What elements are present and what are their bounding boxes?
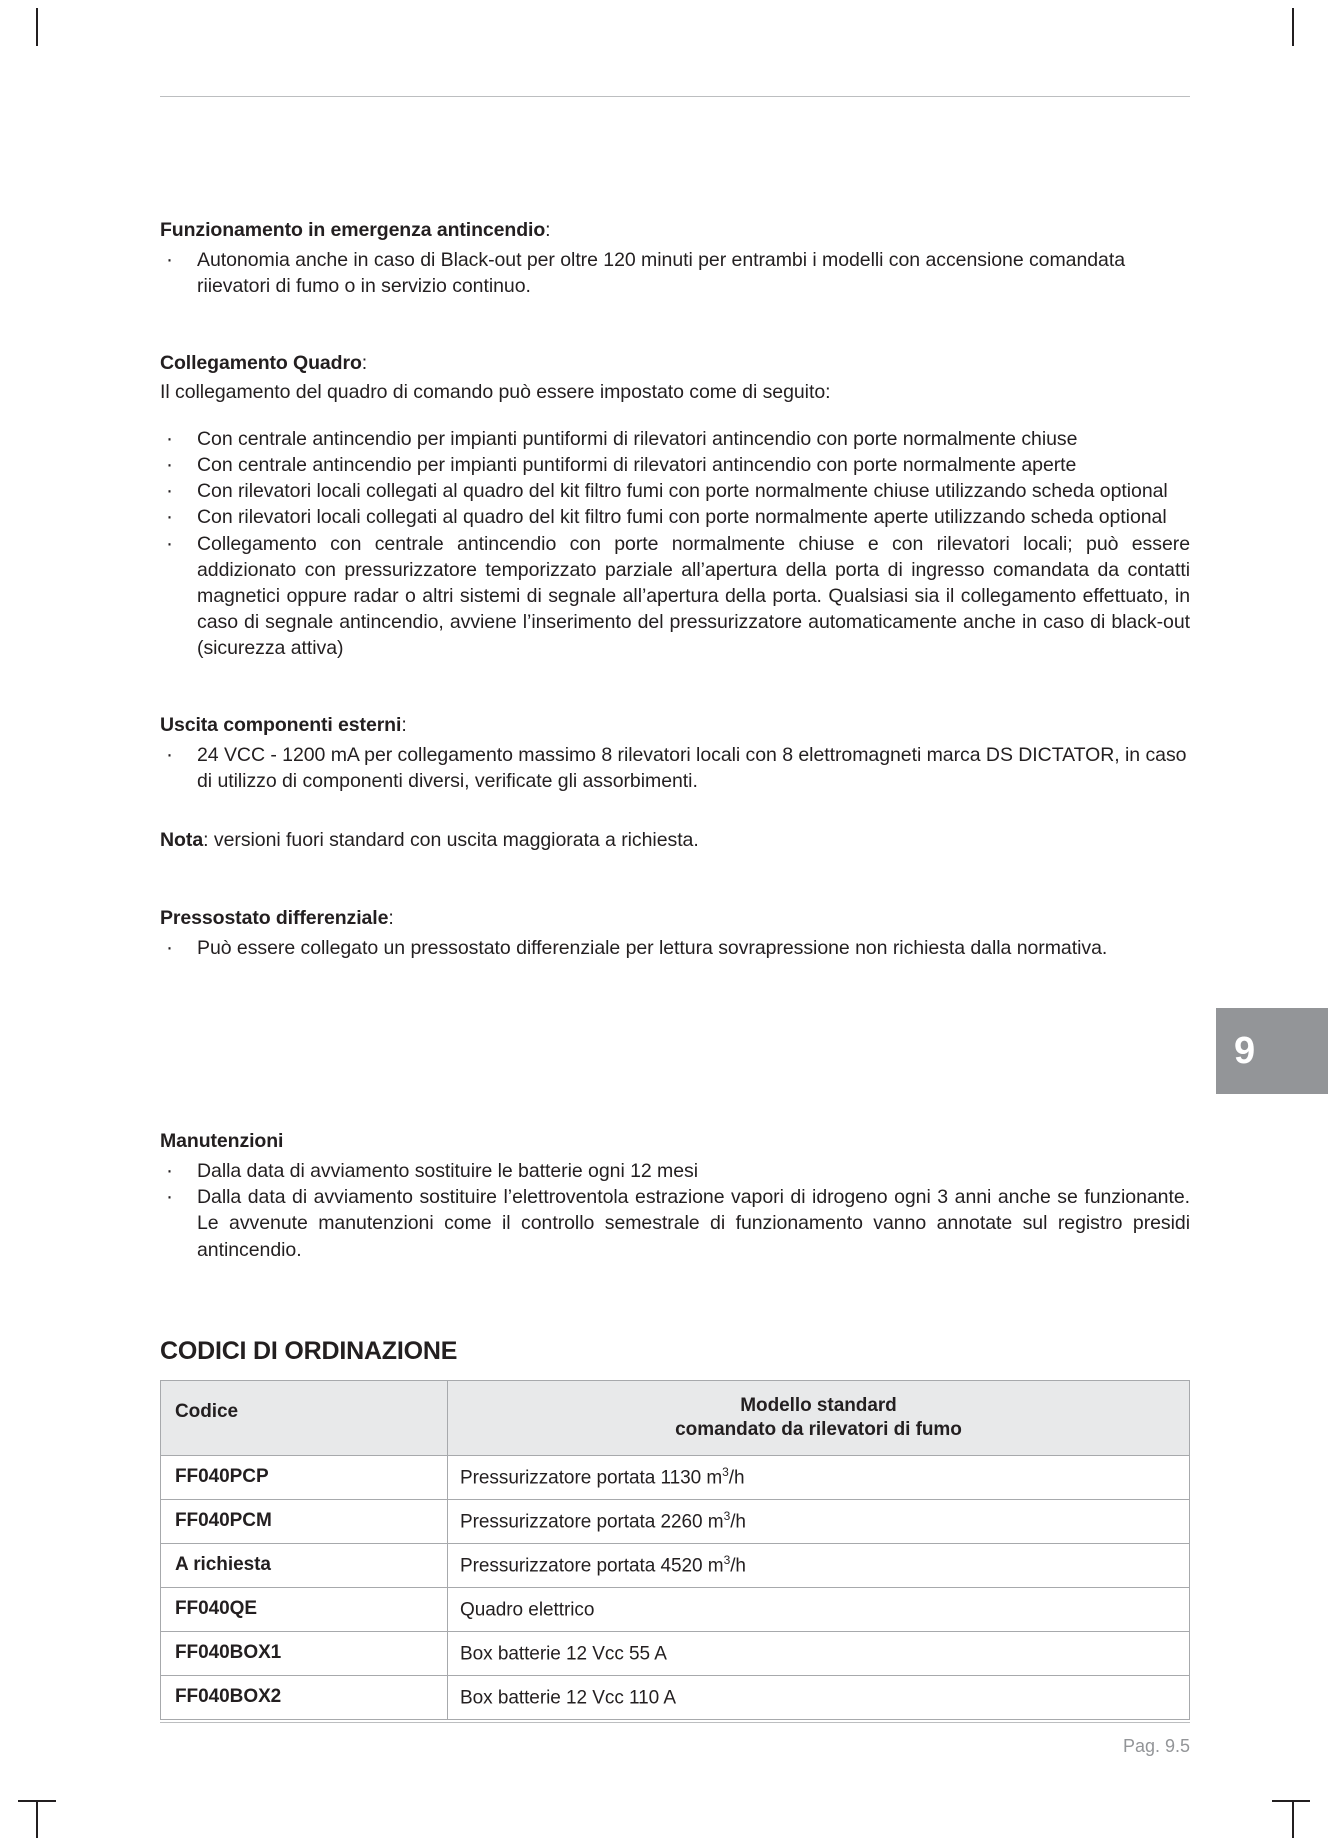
page-content xyxy=(160,218,1190,1720)
list-item: · Collegamento con centrale antincendio con porte normalmente chiuse e con rilevatori locali; può essere addizionato con pressurizzatore temporizzato parziale all’apertura della porta di ingresso comandata da contatti magnetici oppure radar o altri sistemi di segnale all’apertura della porta. Qualsiasi sia il collegamento effettuato, in caso di segnale antincendio, avviene l’inserimento del pressurizzatore automaticamente anche in caso di black-out (sicurezza attiva) xyxy=(160,531,1190,662)
cell-description xyxy=(448,1499,1190,1543)
table-header-row xyxy=(161,1380,1190,1455)
spacer xyxy=(160,961,1190,1129)
crop-mark-top-right xyxy=(1292,8,1294,46)
cell-description-suffix: /h xyxy=(730,1555,746,1577)
cell-description-suffix: /h xyxy=(730,1511,746,1533)
cell-description-exponent: 3 xyxy=(723,1553,731,1568)
table-row xyxy=(161,1675,1190,1719)
heading-external-output-text: Uscita componenti esterni xyxy=(160,714,402,737)
footer-rule xyxy=(160,1722,1190,1723)
list-panel-connection xyxy=(160,426,1190,661)
cell-code: FF040BOX2 xyxy=(161,1675,448,1719)
cell-description-exponent: 3 xyxy=(722,1465,729,1480)
crop-mark-bottom-right-v xyxy=(1292,1800,1294,1838)
list-item: · Autonomia anche in caso di Black-out per oltre 120 minuti per entrambi i modelli con accensione comandata riievatori di fumo o in servizio continuo. xyxy=(160,247,1190,299)
cell-code: FF040PCM xyxy=(161,1499,448,1543)
list-item: · Con rilevatori locali collegati al quadro del kit filtro fumi con porte normalmente aperte utilizzando scheda optional xyxy=(160,504,1190,530)
column-header-model xyxy=(448,1380,1190,1455)
list-item: · Con rilevatori locali collegati al quadro del kit filtro fumi con porte normalmente chiuse utilizzando scheda optional xyxy=(160,478,1190,504)
column-header-model-line2: comandato da rilevatori di fumo xyxy=(675,1418,962,1440)
heading-maintenance: Manutenzioni xyxy=(160,1130,284,1153)
heading-differential-pressure-switch xyxy=(160,906,1190,932)
heading-panel-connection-text: Collegamento Quadro xyxy=(160,352,362,375)
spacer xyxy=(160,1263,1190,1337)
spacer xyxy=(160,661,1190,713)
list-item: · Con centrale antincendio per impianti puntiformi di rilevatori antincendio con porte normalmente chiuse xyxy=(160,426,1190,452)
note-text: : versioni fuori standard con uscita maggiorata a richiesta. xyxy=(203,829,699,852)
spacer xyxy=(160,299,1190,351)
table-row xyxy=(161,1587,1190,1631)
cell-description xyxy=(448,1631,1190,1675)
table-row xyxy=(161,1631,1190,1675)
cell-code: FF040QE xyxy=(161,1587,448,1631)
table-head xyxy=(161,1380,1190,1455)
heading-differential-pressure-switch-colon: : xyxy=(388,907,394,930)
cell-description-text: Quadro elettrico xyxy=(460,1599,595,1621)
cell-code: FF040BOX1 xyxy=(161,1631,448,1675)
table-row xyxy=(161,1543,1190,1587)
heading-emergency-operation xyxy=(160,218,1190,244)
crop-mark-bottom-left-v xyxy=(36,1800,38,1838)
column-header-code: Codice xyxy=(161,1380,448,1455)
heading-emergency-operation-text: Funzionamento in emergenza antincendio xyxy=(160,219,546,241)
column-header-model-line1: Modello standard xyxy=(740,1394,897,1416)
note-label: Nota xyxy=(160,829,204,852)
cell-description xyxy=(448,1587,1190,1631)
note-external-output xyxy=(160,828,1190,854)
heading-emergency-operation-colon: : xyxy=(545,219,551,241)
list-emergency-operation xyxy=(160,247,1190,299)
spacer xyxy=(160,406,1190,426)
cell-description-suffix: /h xyxy=(728,1467,745,1489)
page-title-ordering-codes: CODICI DI ORDINAZIONE xyxy=(160,1336,458,1365)
heading-external-output xyxy=(160,713,1190,739)
table-row xyxy=(161,1499,1190,1543)
list-external-output xyxy=(160,742,1190,794)
page-number: Pag. 9.5 xyxy=(1122,1736,1190,1756)
cell-description xyxy=(448,1455,1190,1499)
list-item: · Con centrale antincendio per impianti puntiformi di rilevatori antincendio con porte normalmente aperte xyxy=(160,452,1190,478)
crop-mark-top-left xyxy=(36,8,38,46)
list-maintenance xyxy=(160,1158,1190,1263)
ordering-codes-table xyxy=(160,1380,1190,1720)
list-pressure-switch xyxy=(160,935,1190,961)
heading-differential-pressure-switch-text: Pressostato differenziale xyxy=(160,907,389,930)
cell-code: A richiesta xyxy=(161,1543,448,1587)
panel-connection-intro: Il collegamento del quadro di comando può essere impostato come di seguito: xyxy=(160,381,831,404)
list-item: · Può essere collegato un pressostato differenziale per lettura sovrapressione non richiesta dalla normativa. xyxy=(160,935,1190,961)
cell-description-text: Box batterie 12 Vcc 110 A xyxy=(460,1687,676,1709)
cell-description xyxy=(448,1543,1190,1587)
chapter-tab xyxy=(1216,1008,1328,1094)
cell-description-text: Box batterie 12 Vcc 55 A xyxy=(460,1643,667,1665)
heading-external-output-colon: : xyxy=(401,714,407,737)
cell-code: FF040PCP xyxy=(161,1455,448,1499)
cell-description-text: Pressurizzatore portata 1130 m xyxy=(460,1467,723,1489)
list-item: · Dalla data di avviamento sostituire l’elettroventola estrazione vapori di idrogeno ogni 3 anni anche se funzionante. Le avvenute manutenzioni come il controllo semestrale di funzionamento vanno annotate sul registro presidi antincendio. xyxy=(160,1184,1190,1262)
spacer xyxy=(160,854,1190,906)
cell-description-exponent: 3 xyxy=(723,1509,731,1524)
chapter-number: 9 xyxy=(1234,1029,1256,1072)
table-body xyxy=(161,1455,1190,1719)
heading-panel-connection xyxy=(160,351,1190,377)
cell-description xyxy=(448,1675,1190,1719)
cell-description-text: Pressurizzatore portata 2260 m xyxy=(460,1511,724,1533)
header-rule xyxy=(160,96,1190,97)
list-item: · 24 VCC - 1200 mA per collegamento massimo 8 rilevatori locali con 8 elettromagneti marca DS DICTATOR, in caso di utilizzo di componenti diversi, verificate gli assorbimenti. xyxy=(160,742,1190,794)
heading-panel-connection-colon: : xyxy=(361,352,368,375)
cell-description-text: Pressurizzatore portata 4520 m xyxy=(460,1555,724,1577)
list-item: · Dalla data di avviamento sostituire le batterie ogni 12 mesi xyxy=(160,1158,1190,1184)
table-row xyxy=(161,1455,1190,1499)
crop-mark-bottom-right xyxy=(1272,1800,1310,1802)
spacer xyxy=(160,794,1190,828)
